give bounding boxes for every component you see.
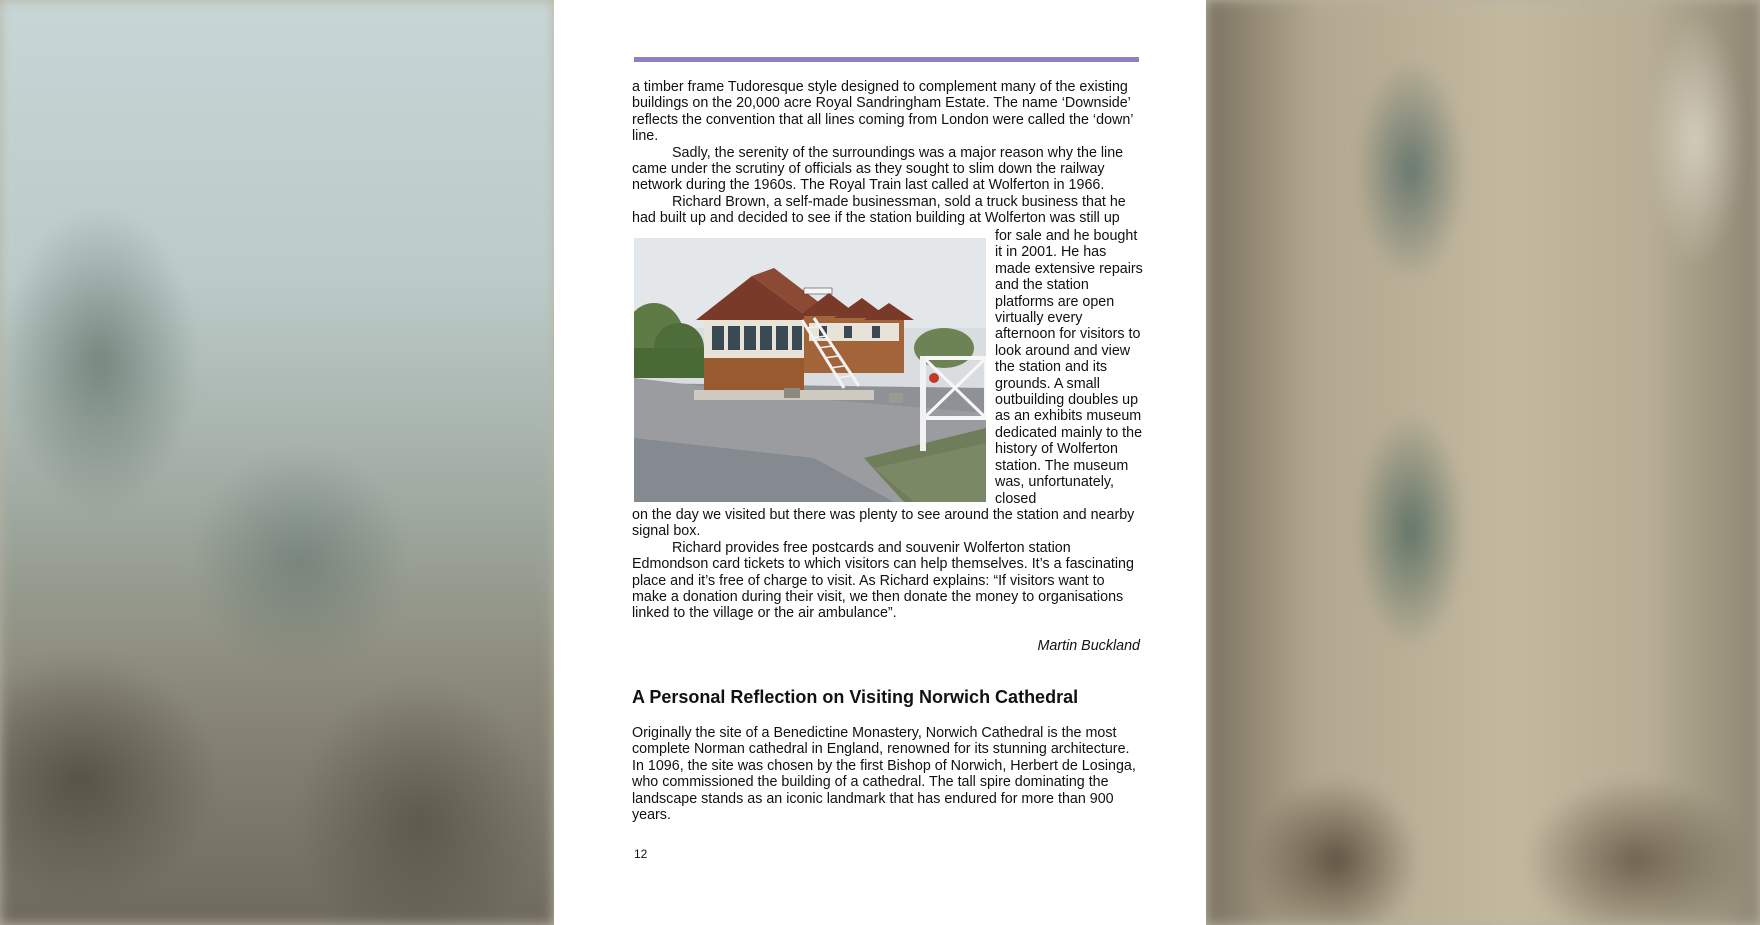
paragraph-richard-brown-side: for sale and he bought it in 2001. He has made extensive repairs and the station platforms are open virtually every afternoon for visitors to look around and view the station and its grounds. A small outbuilding doubles up as an exhibits museum dedicated mainly to the history of Wolferton station. The museum was, unfortunately, closed <box>995 228 1143 507</box>
article-side-column <box>995 228 1145 507</box>
paragraph-serenity: Sadly, the serenity of the surroundings was a major reason why the line came under the scrutiny of officials as they sought to slim down the railway network during the 1960s. The Royal Train last called at Wolferton in 1966. <box>632 144 1124 194</box>
blurred-background-left <box>0 0 554 925</box>
paragraph-norwich-cathedral: Originally the site of a Benedictine Monastery, Norwich Cathedral is the most complete Norman cathedral in England, renowned for its stunning architecture. In 1096, the site was chosen by the first Bishop of Norwich, Herbert de Losinga, who commissioned the building of a cathedral. The tall spire dominating the landscape stands as an iconic landmark that has endured for more than 900 years. <box>632 725 1136 824</box>
wolferton-station-photo <box>634 238 986 502</box>
page-number: 12 <box>634 847 648 861</box>
paragraph-richard-brown-start: Richard Brown, a self-made businessman, sold a truck business that he had built up and decided to see if the station building at Wolferton was still up <box>632 193 1126 227</box>
article-heading-norwich: A Personal Reflection on Visiting Norwich Cathedral <box>632 687 1079 707</box>
paragraph-timber-frame: a timber frame Tudoresque style designed to complement many of the existing buildings on the 20,000 acre Royal Sandringham Estate. The name ‘Downside’ reflects the convention that all lines coming from London were called the ‘down’ line. <box>632 79 1133 145</box>
header-accent-rule <box>634 57 1139 62</box>
paragraph-richard-brown-end: on the day we visited but there was plenty to see around the station and nearby signal box. <box>632 507 1135 540</box>
article-body-upper <box>632 79 1142 227</box>
article-body-norwich <box>632 725 1142 823</box>
paragraph-postcards: Richard provides free postcards and souvenir Wolferton station Edmondson card tickets to which visitors can help themselves. It’s a fascinating place and it’s free of charge to visit. As Richard explains: “If visitors want to make a donation during their visit, we then donate the money to organisations linked to the village or the air ambulance”. <box>632 539 1134 622</box>
article-body-lower <box>632 507 1142 622</box>
author-signature: Martin Buckland <box>1037 638 1140 654</box>
blurred-background-right <box>1206 0 1760 925</box>
document-page <box>554 0 1206 925</box>
